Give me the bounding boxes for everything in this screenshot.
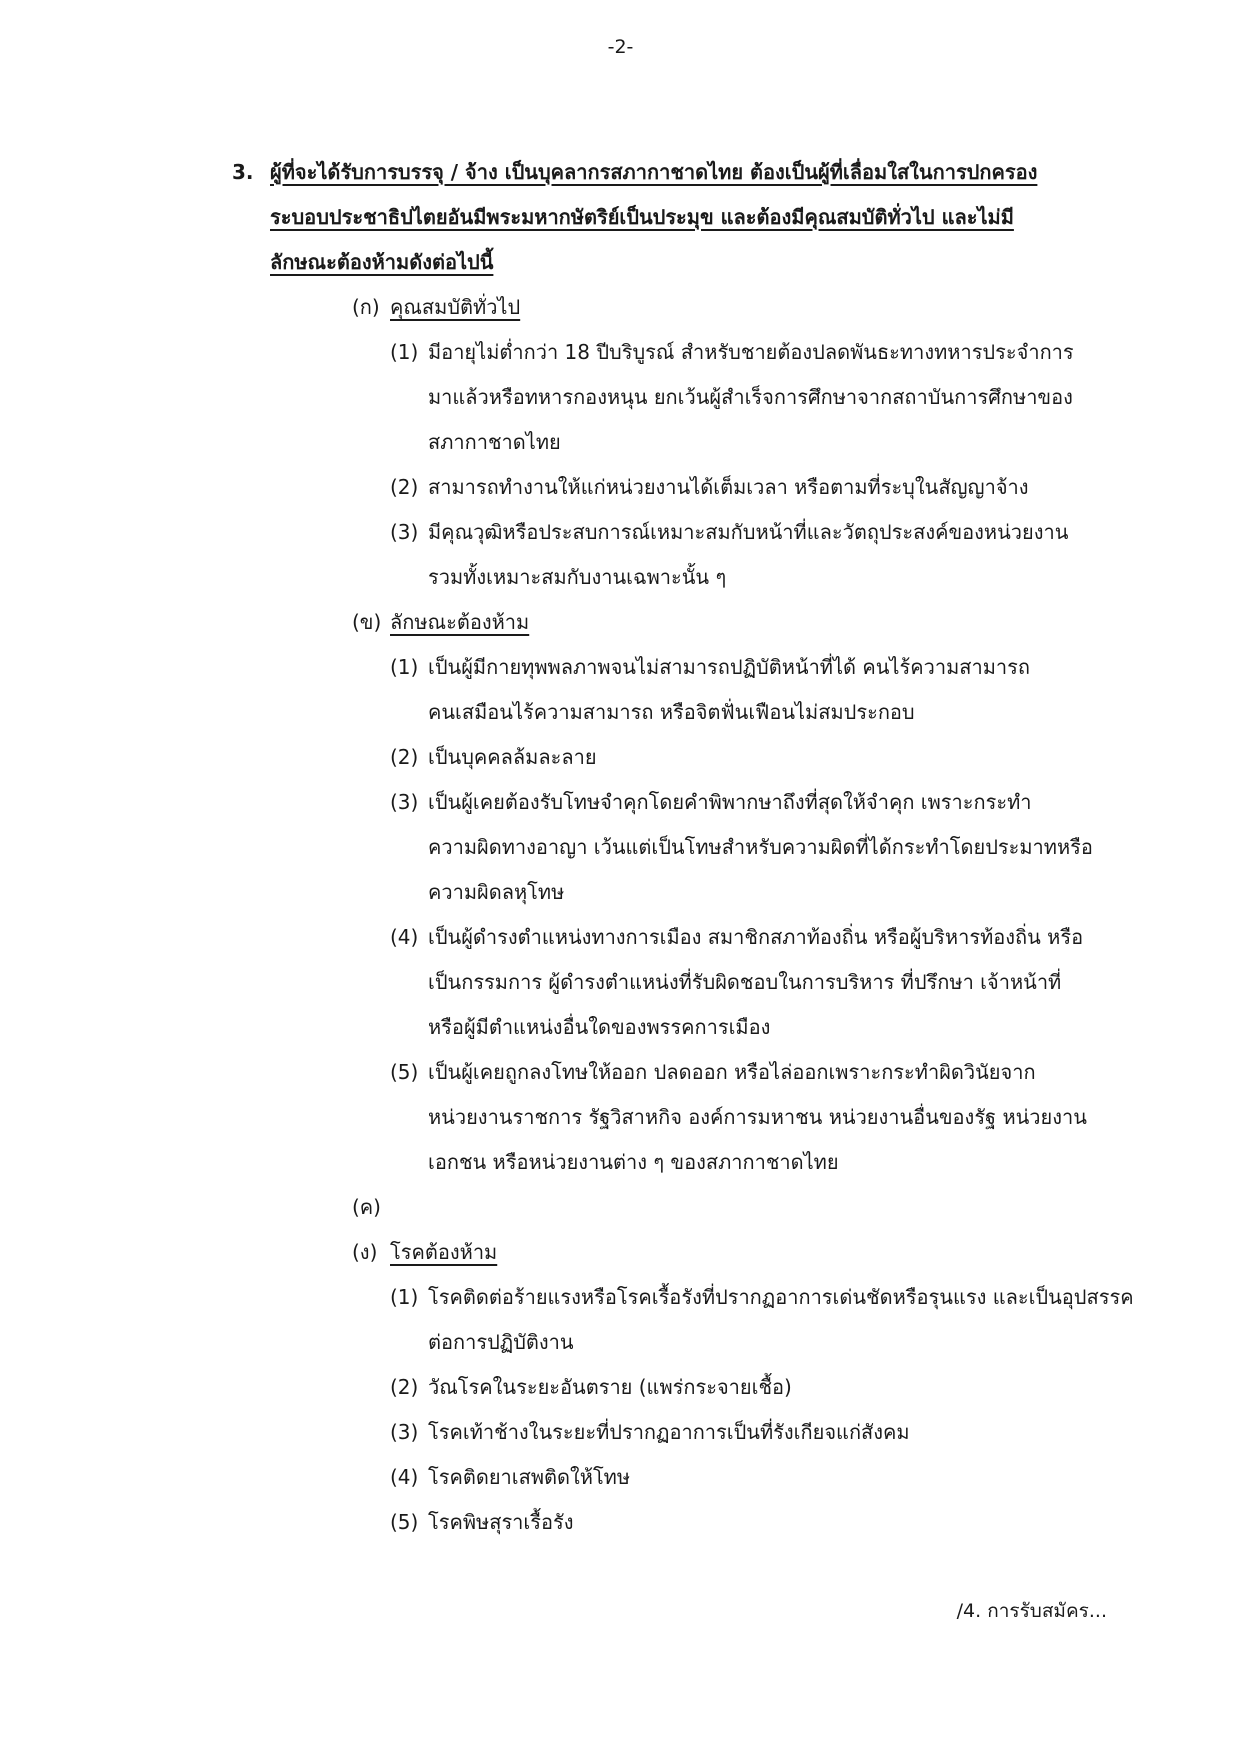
item-text-line: มีคุณวุฒิหรือประสบการณ์เหมาะสมกับหน้าที่และวัตถุประสงค์ของหน่วยงาน [428, 520, 1069, 544]
item-text [428, 510, 1112, 600]
item-text-line: เป็นผู้เคยต้องรับโทษจำคุกโดยคำพิพากษาถึงที่สุดให้จำคุก เพราะกระทำ [428, 790, 1032, 814]
section-letter: (ข) [352, 610, 382, 634]
clause-title-line: ระบอบประชาธิปไตยอันมีพระมหากษัตริย์เป็นประมุข และต้องมีคุณสมบัติทั่วไป และไม่มี [270, 205, 1014, 229]
item-text-line: สภากาชาดไทย [428, 430, 561, 454]
item-text-line: มีอายุไม่ต่ำกว่า 18 ปีบริบูรณ์ สำหรับชายต้องปลดพันธะทางทหารประจำการ [428, 340, 1074, 364]
item-text-line: โรคติดยาเสพติดให้โทษ [428, 1465, 631, 1489]
clause-title-line: ผู้ที่จะได้รับการบรรจุ / จ้าง เป็นบุคลากรสภากาชาดไทย ต้องเป็นผู้ที่เลื่อมใสในการปกครอง [270, 160, 1038, 184]
item-number: (1) [390, 655, 419, 679]
list-item [390, 780, 1112, 915]
section-letter: (ก) [352, 295, 380, 319]
item-text-line: ความผิดลหุโทษ [428, 880, 565, 904]
list-item [390, 330, 1112, 465]
section-title: คุณสมบัติทั่วไป [390, 295, 521, 319]
item-text-line: รวมทั้งเหมาะสมกับงานเฉพาะนั้น ๆ [428, 565, 727, 589]
item-text-line: เป็นกรรมการ ผู้ดำรงตำแหน่งที่รับผิดชอบในการบริหาร ที่ปรึกษา เจ้าหน้าที่ [428, 970, 1062, 994]
list-item [390, 1455, 1112, 1500]
page-number: -2- [607, 36, 634, 58]
section-heading [352, 1185, 1112, 1230]
list-item [390, 1410, 1112, 1455]
item-number: (2) [390, 475, 419, 499]
item-text [428, 330, 1112, 465]
item-text-line: ต่อการปฏิบัติงาน [428, 1330, 574, 1354]
clause-heading [232, 150, 1112, 285]
section-title: โรคต้องห้าม [390, 1240, 498, 1264]
item-text-line: โรคติดต่อร้ายแรงหรือโรคเรื้อรังที่ปรากฏอาการเด่นชัดหรือรุนแรง และเป็นอุปสรรค [428, 1285, 1134, 1309]
section-letter: (ง) [352, 1240, 378, 1264]
section-title: ลักษณะต้องห้าม [390, 610, 530, 634]
list-item [390, 465, 1112, 510]
item-text-line: มาแล้วหรือทหารกองหนุน ยกเว้นผู้สำเร็จการศึกษาจากสถาบันการศึกษาของ [428, 385, 1073, 409]
list-item [390, 735, 1112, 780]
item-number: (2) [390, 745, 419, 769]
list-item [390, 1050, 1112, 1185]
item-number: (4) [390, 1465, 419, 1489]
item-number: (1) [390, 1285, 419, 1309]
item-text-line: หรือผู้มีตำแหน่งอื่นใดของพรรคการเมือง [428, 1015, 771, 1039]
item-text-line: สามารถทำงานให้แก่หน่วยงานได้เต็มเวลา หรือตามที่ระบุในสัญญาจ้าง [428, 475, 1029, 499]
clause-sections [232, 285, 1134, 1545]
clause-3 [232, 150, 1134, 1545]
item-text [428, 1050, 1112, 1185]
item-number: (1) [390, 340, 419, 364]
section [352, 285, 1112, 600]
item-text-line: โรคเท้าช้างในระยะที่ปรากฏอาการเป็นที่รังเกียจแก่สังคม [428, 1420, 910, 1444]
section [352, 1185, 1112, 1230]
item-text-line: ความผิดทางอาญา เว้นแต่เป็นโทษสำหรับความผิดที่ได้กระทำโดยประมาทหรือ [428, 835, 1093, 859]
item-text-line: หน่วยงานราชการ รัฐวิสาหกิจ องค์การมหาชน หน่วยงานอื่นของรัฐ หน่วยงาน [428, 1105, 1087, 1129]
list-item [390, 1365, 1112, 1410]
list-item [390, 1500, 1112, 1545]
item-text [428, 735, 1112, 780]
section-letter: (ค) [352, 1195, 381, 1219]
item-number: (5) [390, 1060, 419, 1084]
item-text [428, 1410, 1112, 1455]
section [352, 600, 1112, 1185]
item-text [428, 1365, 1112, 1410]
list-item [390, 1275, 1134, 1365]
continuation-note: /4. การรับสมัคร... [956, 1600, 1107, 1622]
item-number: (3) [390, 1420, 419, 1444]
item-text-line: เป็นบุคคลล้มละลาย [428, 745, 597, 769]
section-heading [352, 600, 1112, 645]
list-item [390, 510, 1112, 600]
item-text [428, 1455, 1112, 1500]
list-item [390, 645, 1112, 735]
item-text [428, 1275, 1134, 1365]
item-text-line: วัณโรคในระยะอันตราย (แพร่กระจายเชื้อ) [428, 1375, 792, 1399]
item-text-line: คนเสมือนไร้ความสามารถ หรือจิตฟั่นเฟือนไม่สมประกอบ [428, 700, 915, 724]
item-text [428, 915, 1112, 1050]
item-number: (5) [390, 1510, 419, 1534]
item-text-line: โรคพิษสุราเรื้อรัง [428, 1510, 574, 1534]
item-text [428, 465, 1112, 510]
item-text-line: เป็นผู้เคยถูกลงโทษให้ออก ปลดออก หรือไล่ออกเพราะกระทำผิดวินัยจาก [428, 1060, 1036, 1084]
item-text [428, 1500, 1112, 1545]
item-number: (2) [390, 1375, 419, 1399]
item-text-line: เอกชน หรือหน่วยงานต่าง ๆ ของสภากาชาดไทย [428, 1150, 839, 1174]
clause-number: 3. [232, 160, 254, 184]
section-heading [352, 1230, 1112, 1275]
item-number: (3) [390, 790, 419, 814]
item-text [428, 780, 1112, 915]
list-item [390, 915, 1112, 1050]
section-heading [352, 285, 1112, 330]
item-text-line: เป็นผู้ดำรงตำแหน่งทางการเมือง สมาชิกสภาท้องถิ่น หรือผู้บริหารท้องถิ่น หรือ [428, 925, 1084, 949]
item-text-line: เป็นผู้มีกายทุพพลภาพจนไม่สามารถปฏิบัติหน้าที่ได้ คนไร้ความสามารถ [428, 655, 1030, 679]
item-number: (3) [390, 520, 419, 544]
section [352, 1230, 1134, 1545]
clause-title [270, 150, 1112, 285]
item-number: (4) [390, 925, 419, 949]
clause-title-line: ลักษณะต้องห้ามดังต่อไปนี้ [270, 250, 494, 274]
item-text [428, 645, 1112, 735]
